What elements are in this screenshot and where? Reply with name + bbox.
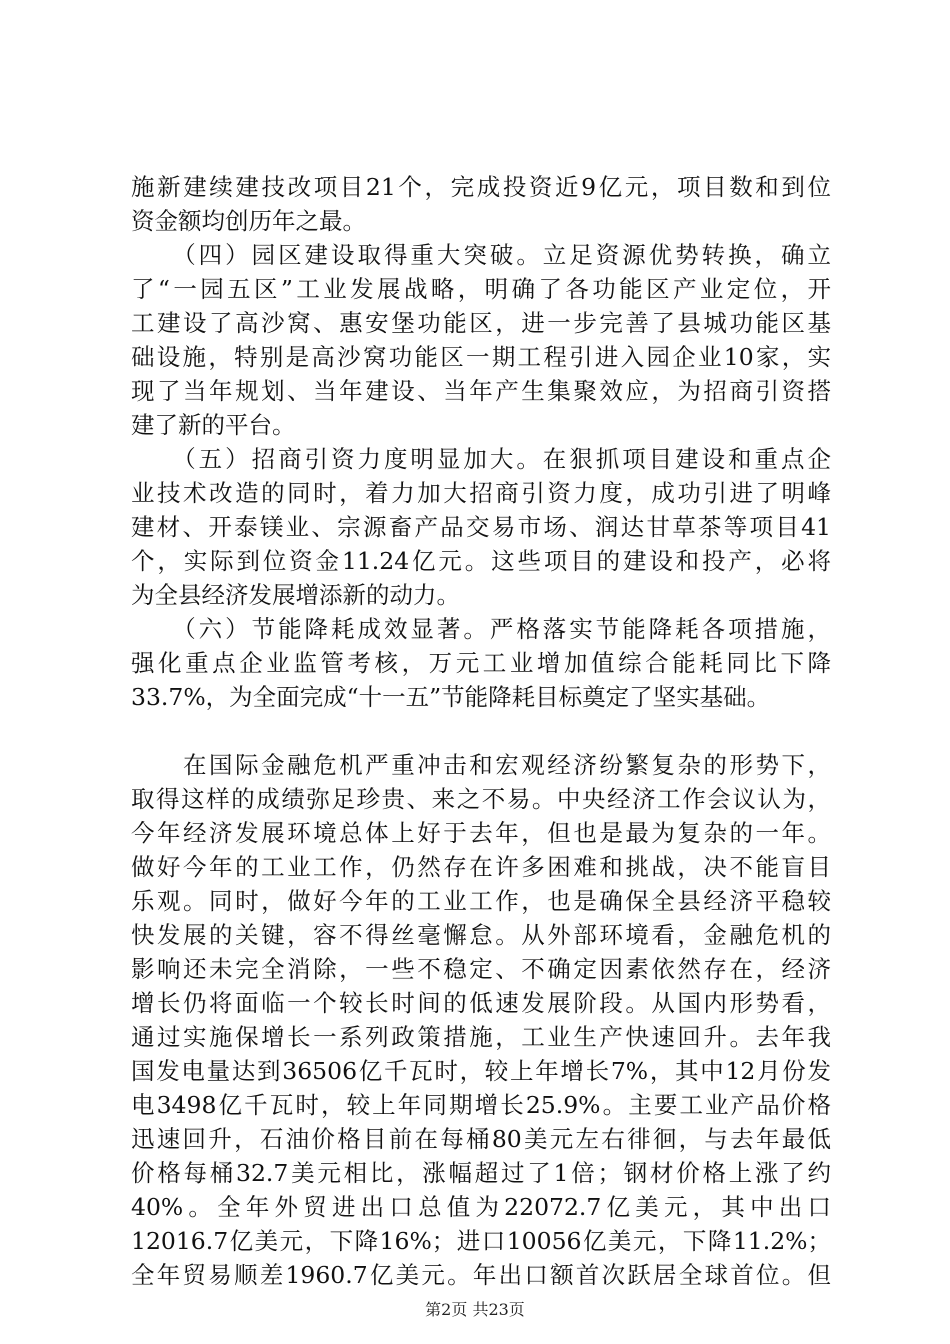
body-text-line: 建了新的平台。 bbox=[131, 411, 296, 439]
body-text-line: 工建设了高沙窝、惠安堡功能区，进一步完善了县城功能区基 bbox=[131, 309, 831, 337]
body-text-line: 资金额均创历年之最。 bbox=[131, 207, 366, 235]
page-number-footer: 第2页 共23页 bbox=[425, 1300, 525, 1319]
body-text-line: 了“一园五区”工业发展战略，明确了各功能区产业定位，开 bbox=[131, 275, 831, 303]
body-text-line: 个，实际到位资金11.24亿元。这些项目的建设和投产，必将 bbox=[131, 547, 831, 575]
body-text-line: 33.7%，为全面完成“十一五”节能降耗目标奠定了坚实基础。 bbox=[131, 683, 771, 711]
body-text-line: 为全县经济发展增添新的动力。 bbox=[131, 581, 460, 609]
body-text-line: 乐观。同时，做好今年的工业工作，也是确保全县经济平稳较 bbox=[131, 887, 831, 915]
body-text-line: 现了当年规划、当年建设、当年产生集聚效应，为招商引资搭 bbox=[131, 377, 831, 405]
body-text-line: 做好今年的工业工作，仍然存在许多困难和挑战，决不能盲目 bbox=[131, 853, 831, 881]
body-text-line: （四）园区建设取得重大突破。立足资源优势转换，确立 bbox=[131, 241, 831, 269]
body-text-line: 影响还未完全消除，一些不稳定、不确定因素依然存在，经济 bbox=[131, 955, 831, 983]
body-text-line: 12016.7亿美元，下降16%；进口10056亿美元，下降11.2%； bbox=[131, 1227, 831, 1255]
body-text-line: 国发电量达到36506亿千瓦时，较上年增长7%，其中12月份发 bbox=[131, 1057, 831, 1085]
body-text-line: （六）节能降耗成效显著。严格落实节能降耗各项措施， bbox=[131, 615, 831, 643]
body-text-line: 础设施，特别是高沙窝功能区一期工程引进入园企业10家，实 bbox=[131, 343, 831, 371]
body-text-line: 40%。全年外贸进出口总值为22072.7亿美元，其中出口 bbox=[131, 1193, 831, 1221]
body-text-line: 施新建续建技改项目21个，完成投资近9亿元，项目数和到位 bbox=[131, 173, 831, 201]
body-text-line: 迅速回升，石油价格目前在每桶80美元左右徘徊，与去年最低 bbox=[131, 1125, 831, 1153]
body-text-line: 建材、开泰镁业、宗源畜产品交易市场、润达甘草茶等项目41 bbox=[131, 513, 831, 541]
body-text-line: 今年经济发展环境总体上好于去年，但也是最为复杂的一年。 bbox=[131, 819, 831, 847]
body-text-line: 业技术改造的同时，着力加大招商引资力度，成功引进了明峰 bbox=[131, 479, 831, 507]
body-text-line: 电3498亿千瓦时，较上年同期增长25.9%。主要工业产品价格 bbox=[131, 1091, 831, 1119]
body-text-line: （五）招商引资力度明显加大。在狠抓项目建设和重点企 bbox=[131, 445, 831, 473]
body-text-line: 强化重点企业监管考核，万元工业增加值综合能耗同比下降 bbox=[131, 649, 831, 677]
body-text-line: 快发展的关键，容不得丝毫懈怠。从外部环境看，金融危机的 bbox=[131, 921, 831, 949]
body-text-line: 增长仍将面临一个较长时间的低速发展阶段。从国内形势看， bbox=[131, 989, 831, 1017]
body-text-line: 价格每桶32.7美元相比，涨幅超过了1倍；钢材价格上涨了约 bbox=[131, 1159, 831, 1187]
body-text-line: 通过实施保增长一系列政策措施，工业生产快速回升。去年我 bbox=[131, 1023, 831, 1051]
body-text-line: 取得这样的成绩弥足珍贵、来之不易。中央经济工作会议认为， bbox=[131, 785, 831, 813]
body-text-line: 全年贸易顺差1960.7亿美元。年出口额首次跃居全球首位。但 bbox=[131, 1261, 831, 1289]
body-text-line: 在国际金融危机严重冲击和宏观经济纷繁复杂的形势下， bbox=[131, 751, 831, 779]
